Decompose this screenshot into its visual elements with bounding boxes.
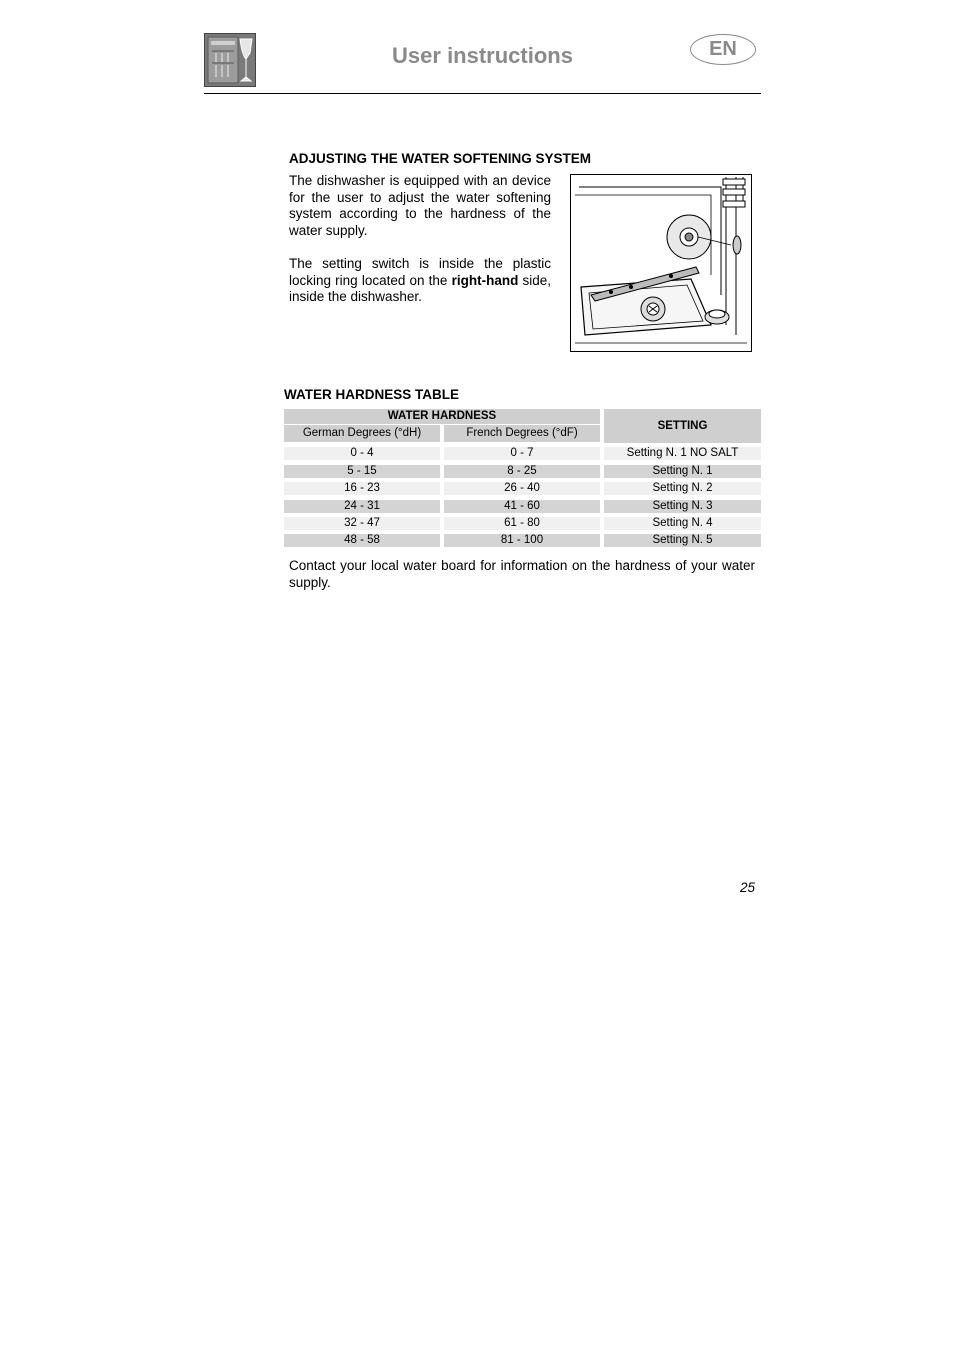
table-header	[284, 409, 761, 443]
table-row	[284, 465, 761, 478]
dishwasher-interior-illustration	[570, 174, 752, 352]
german-cell: 0 - 4	[284, 447, 440, 460]
german-degrees-header: German Degrees (°dH)	[284, 425, 440, 442]
page-title: User instructions	[392, 43, 573, 68]
setting-header: SETTING	[604, 409, 761, 443]
table-row	[284, 534, 761, 547]
french-cell: 26 - 40	[444, 482, 600, 495]
water-hardness-group-header: WATER HARDNESS	[284, 409, 600, 424]
setting-cell: Setting N. 3	[604, 500, 761, 513]
setting-cell: Setting N. 5	[604, 534, 761, 547]
german-cell: 48 - 58	[284, 534, 440, 547]
german-cell: 32 - 47	[284, 517, 440, 530]
setting-cell: Setting N. 4	[604, 517, 761, 530]
table-row	[284, 500, 761, 513]
setting-cell: Setting N. 1 NO SALT	[604, 447, 761, 460]
contact-paragraph: Contact your local water board for information on the hardness of your water supply.	[289, 558, 755, 590]
setting-cell: Setting N. 2	[604, 482, 761, 495]
french-cell: 0 - 7	[444, 447, 600, 460]
softening-section-title: ADJUSTING THE WATER SOFTENING SYSTEM	[289, 151, 592, 166]
french-cell: 8 - 25	[444, 465, 600, 478]
hardness-table-title: WATER HARDNESS TABLE	[284, 387, 459, 402]
french-cell: 41 - 60	[444, 500, 600, 513]
german-cell: 16 - 23	[284, 482, 440, 495]
table-row	[284, 517, 761, 530]
setting-cell: Setting N. 1	[604, 465, 761, 478]
paragraph-2-text-end: side, inside the dishwasher.	[289, 272, 551, 305]
language-badge: EN	[690, 34, 756, 65]
german-cell: 5 - 15	[284, 465, 440, 478]
table-row	[284, 482, 761, 495]
german-cell: 24 - 31	[284, 500, 440, 513]
french-cell: 81 - 100	[444, 534, 600, 547]
water-hardness-table	[284, 409, 761, 547]
softening-paragraph-1: The dishwasher is equipped with an device for the user to adjust the water softening system according to the hardness of the water supply.	[289, 173, 551, 238]
french-degrees-header: French Degrees (°dF)	[444, 425, 600, 442]
paragraph-2-bold-text: right-hand	[451, 272, 519, 288]
french-cell: 61 - 80	[444, 517, 600, 530]
dishwasher-logo-icon	[204, 33, 256, 87]
softening-paragraph-2	[289, 256, 551, 306]
paragraph-2-text-start: The setting switch is inside the plastic locking ring located on the	[289, 256, 551, 288]
table-row	[284, 447, 761, 460]
page-number: 25	[739, 880, 755, 895]
header-divider	[204, 93, 761, 94]
